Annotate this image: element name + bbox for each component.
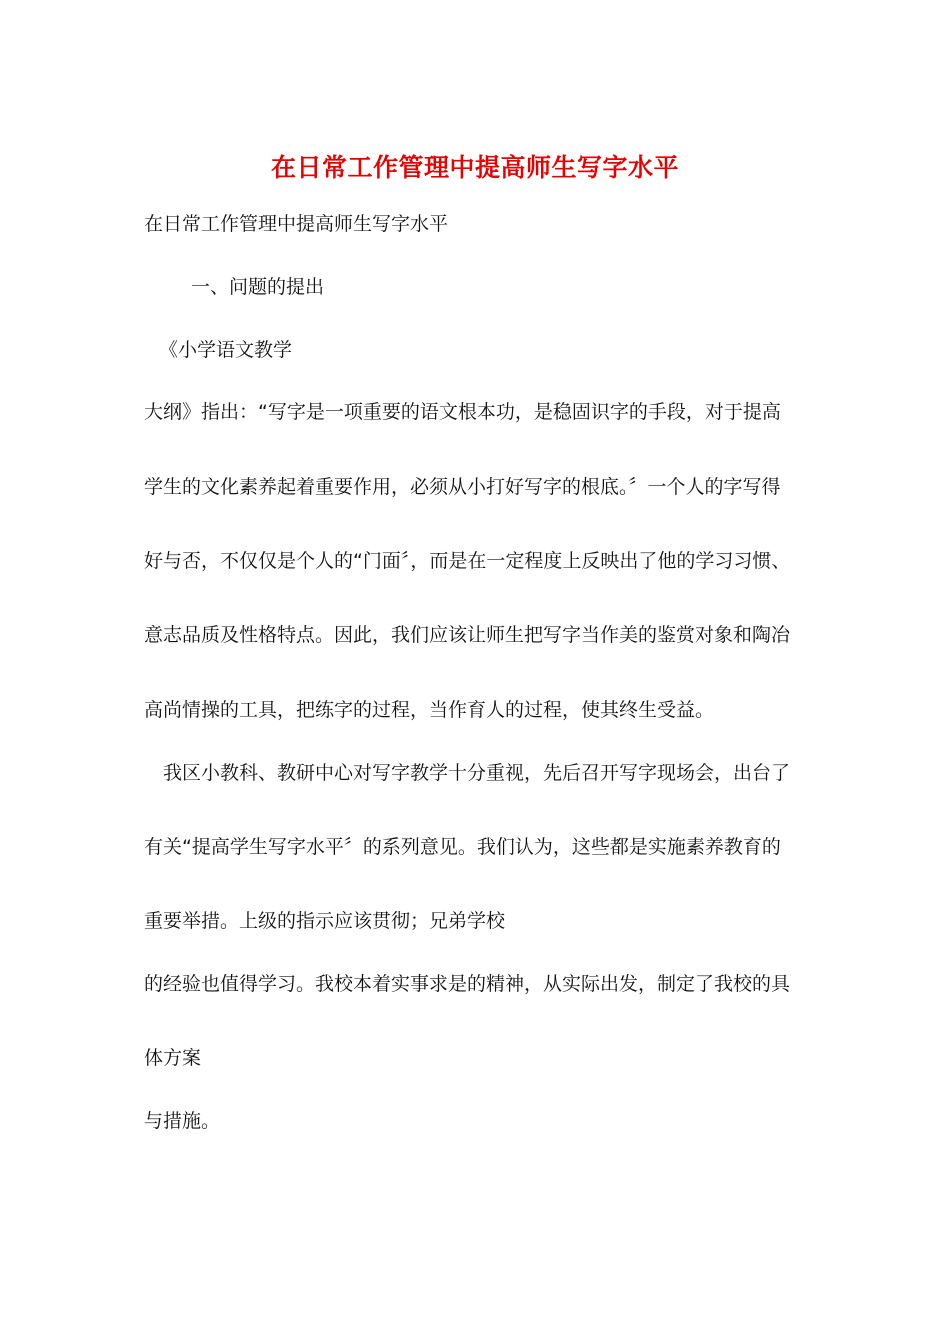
paragraph-line: 《小学语文教学 [159,339,293,361]
document-title: 在日常工作管理中提高师生写字水平 [270,153,679,182]
paragraph-line: 学生的文化素养起着重要作用，必须从小打好写字的根底。〞一个人的字写得 [144,476,781,498]
section-heading: 一、问题的提出 [191,276,325,298]
paragraph-line: 意志品质及性格特点。因此，我们应该让师生把写字当作美的鉴赏对象和陶冶 [144,624,791,646]
paragraph-line: 大纲》指出：“写字是一项重要的语文根本功，是稳固识字的手段，对于提高 [144,401,781,423]
paragraph-line: 的经验也值得学习。我校本着实事求是的精神，从实际出发，制定了我校的具 [144,973,791,995]
paragraph-line: 好与否，不仅仅是个人的“门面〞，而是在一定程度上反映出了他的学习习惯、 [144,550,791,572]
paragraph-line: 重要举措。上级的指示应该贯彻；兄弟学校 [144,910,506,932]
paragraph-line: 有关“提高学生写字水平〞的系列意见。我们认为，这些都是实施素养教育的 [144,836,781,858]
paragraph-line: 体方案 [144,1047,202,1069]
paragraph-line: 高尚情操的工具，把练字的过程，当作育人的过程，使其终生受益。 [144,699,715,721]
subtitle-line: 在日常工作管理中提高师生写字水平 [144,213,449,235]
paragraph-line: 与措施。 [144,1110,221,1132]
paragraph-line: 我区小教科、教研中心对写字教学十分重视，先后召开写字现场会，出台了 [163,762,791,784]
